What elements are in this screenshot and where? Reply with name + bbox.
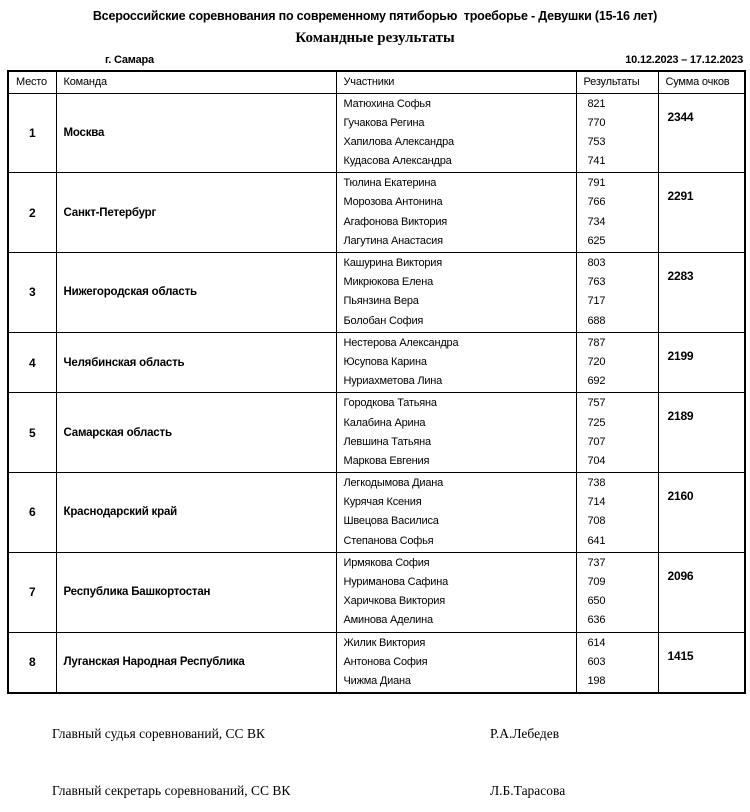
results-cell [576, 253, 658, 333]
participant-name: Агафонова Виктория [343, 215, 448, 228]
table-row [8, 632, 745, 693]
participant-name: Легкодымова Диана [343, 477, 444, 490]
participant-result: 720 [587, 355, 606, 368]
participant-name: Жилик Виктория [343, 636, 426, 649]
participant-result: 704 [587, 454, 606, 467]
place-cell: 6 [8, 473, 56, 553]
participant-name: Болобан София [343, 314, 424, 327]
city-label: г. Самара [105, 54, 154, 66]
participant-name: Калабина Арина [343, 416, 426, 429]
participant-result: 821 [587, 97, 606, 110]
participants-cell [336, 332, 576, 393]
table-row [8, 393, 745, 473]
participant-result: 708 [587, 515, 606, 528]
place-cell: 8 [8, 632, 56, 693]
place-cell: 1 [8, 93, 56, 173]
place-cell: 2 [8, 173, 56, 253]
participant-name: Микрюкова Елена [343, 276, 434, 289]
column-header-place: Место [8, 71, 56, 93]
total-cell: 2189 [658, 393, 745, 473]
participant-result: 803 [587, 257, 606, 269]
participant-result: 770 [587, 116, 606, 129]
participant-name: Чижма Диана [343, 674, 411, 687]
team-cell: Самарская область [56, 393, 336, 473]
results-cell [576, 332, 658, 393]
participant-name: Кудасова Александра [343, 155, 452, 168]
participants-cell [336, 93, 576, 173]
participant-result: 636 [587, 614, 606, 627]
participant-name: Хапилова Александра [343, 135, 454, 148]
participant-name: Маркова Евгения [343, 454, 430, 467]
column-header-total: Сумма очков [658, 71, 745, 93]
participant-name: Гучакова Регина [343, 116, 425, 129]
team-cell: Москва [56, 93, 336, 173]
participants-cell [336, 253, 576, 333]
participant-result: 791 [587, 177, 606, 190]
total-cell: 2283 [658, 253, 745, 333]
participant-result: 738 [587, 477, 606, 490]
participant-result: 692 [587, 375, 606, 388]
column-header-participants: Участники [336, 71, 576, 93]
participant-name: Матюхина Софья [343, 97, 431, 110]
total-cell: 2096 [658, 552, 745, 632]
table-row [8, 173, 745, 253]
table-row [8, 332, 745, 393]
participant-result: 714 [587, 496, 606, 509]
participant-name: Тюлина Екатерина [343, 177, 437, 190]
total-cell: 2291 [658, 173, 745, 253]
results-cell [576, 93, 658, 173]
participant-result: 717 [587, 295, 606, 308]
participant-result: 614 [587, 636, 606, 649]
participant-name: Ирмякова София [343, 556, 430, 569]
participant-result: 641 [587, 534, 606, 547]
results-cell [576, 393, 658, 473]
participant-result: 603 [587, 655, 606, 668]
results-table [7, 70, 746, 694]
participant-name: Швецова Василиса [343, 515, 439, 528]
participant-result: 766 [587, 196, 606, 209]
team-cell: Санкт-Петербург [56, 173, 336, 253]
place-cell: 5 [8, 393, 56, 473]
team-cell: Челябинская область [56, 332, 336, 393]
participants-cell [336, 632, 576, 693]
team-cell: Нижегородская область [56, 253, 336, 333]
place-cell: 4 [8, 332, 56, 393]
page-subtitle: Командные результаты [295, 30, 455, 46]
participant-name: Городкова Татьяна [343, 397, 437, 410]
participant-result: 650 [587, 595, 606, 608]
judge-label: Главный судья соревнований, СС ВК [52, 726, 265, 741]
team-table-body [8, 93, 745, 693]
total-cell: 2160 [658, 473, 745, 553]
participant-result: 625 [587, 234, 606, 247]
column-header-results: Результаты [576, 71, 658, 93]
participant-result: 688 [587, 314, 606, 327]
participant-name: Степанова Софья [343, 534, 434, 547]
participant-name: Юсупова Карина [343, 355, 427, 368]
participants-cell [336, 393, 576, 473]
team-cell: Луганская Народная Республика [56, 632, 336, 693]
participant-result: 753 [587, 135, 606, 148]
participant-result: 787 [587, 336, 606, 349]
participants-cell [336, 473, 576, 553]
participant-result: 741 [587, 155, 606, 168]
participant-result: 198 [587, 674, 606, 687]
participant-name: Левшина Татьяна [343, 435, 431, 448]
participant-name: Нуриманова Сафина [343, 576, 449, 588]
participant-result: 707 [587, 435, 606, 448]
date-range: 10.12.2023 – 17.12.2023 [625, 54, 743, 66]
participant-result: 763 [587, 276, 606, 289]
table-row [8, 93, 745, 173]
team-cell: Краснодарский край [56, 473, 336, 553]
total-cell: 2344 [658, 93, 745, 173]
secretary-name: Л.Б.Тарасова [490, 783, 566, 798]
results-cell [576, 632, 658, 693]
place-cell: 7 [8, 552, 56, 632]
page-title: Всероссийские соревнования по современному пятиборью троеборье - Девушки (15-16 лет) [92, 9, 658, 23]
participant-name: Нуриахметова Лина [343, 375, 443, 388]
participant-result: 734 [587, 215, 606, 228]
results-cell [576, 552, 658, 632]
column-header-team: Команда [56, 71, 336, 93]
table-row [8, 473, 745, 553]
participant-result: 757 [587, 397, 606, 410]
participants-cell [336, 173, 576, 253]
participant-name: Антонова София [343, 655, 428, 668]
total-cell: 2199 [658, 332, 745, 393]
participant-name: Морозова Антонина [343, 196, 443, 209]
results-cell [576, 473, 658, 553]
team-cell: Республика Башкортостан [56, 552, 336, 632]
meta-row [7, 54, 744, 68]
participant-name: Лагутина Анастасия [343, 234, 443, 247]
participant-name: Пьянзина Вера [343, 295, 419, 308]
participant-result: 737 [587, 556, 606, 569]
participant-name: Кашурина Виктория [343, 257, 443, 269]
participant-name: Аминова Аделина [343, 614, 433, 627]
participant-result: 725 [587, 416, 606, 429]
place-cell: 3 [8, 253, 56, 333]
total-cell: 1415 [658, 632, 745, 693]
table-row [8, 552, 745, 632]
participant-name: Харичкова Виктория [343, 595, 445, 608]
table-header [8, 71, 745, 93]
table-row [8, 253, 745, 333]
secretary-label: Главный секретарь соревнований, СС ВК [52, 783, 291, 798]
participant-name: Нестерова Александра [343, 336, 459, 349]
participant-name: Курячая Ксения [343, 496, 422, 509]
judge-name: Р.А.Лебедев [490, 726, 560, 741]
participant-result: 709 [587, 576, 606, 588]
participants-cell [336, 552, 576, 632]
results-cell [576, 173, 658, 253]
